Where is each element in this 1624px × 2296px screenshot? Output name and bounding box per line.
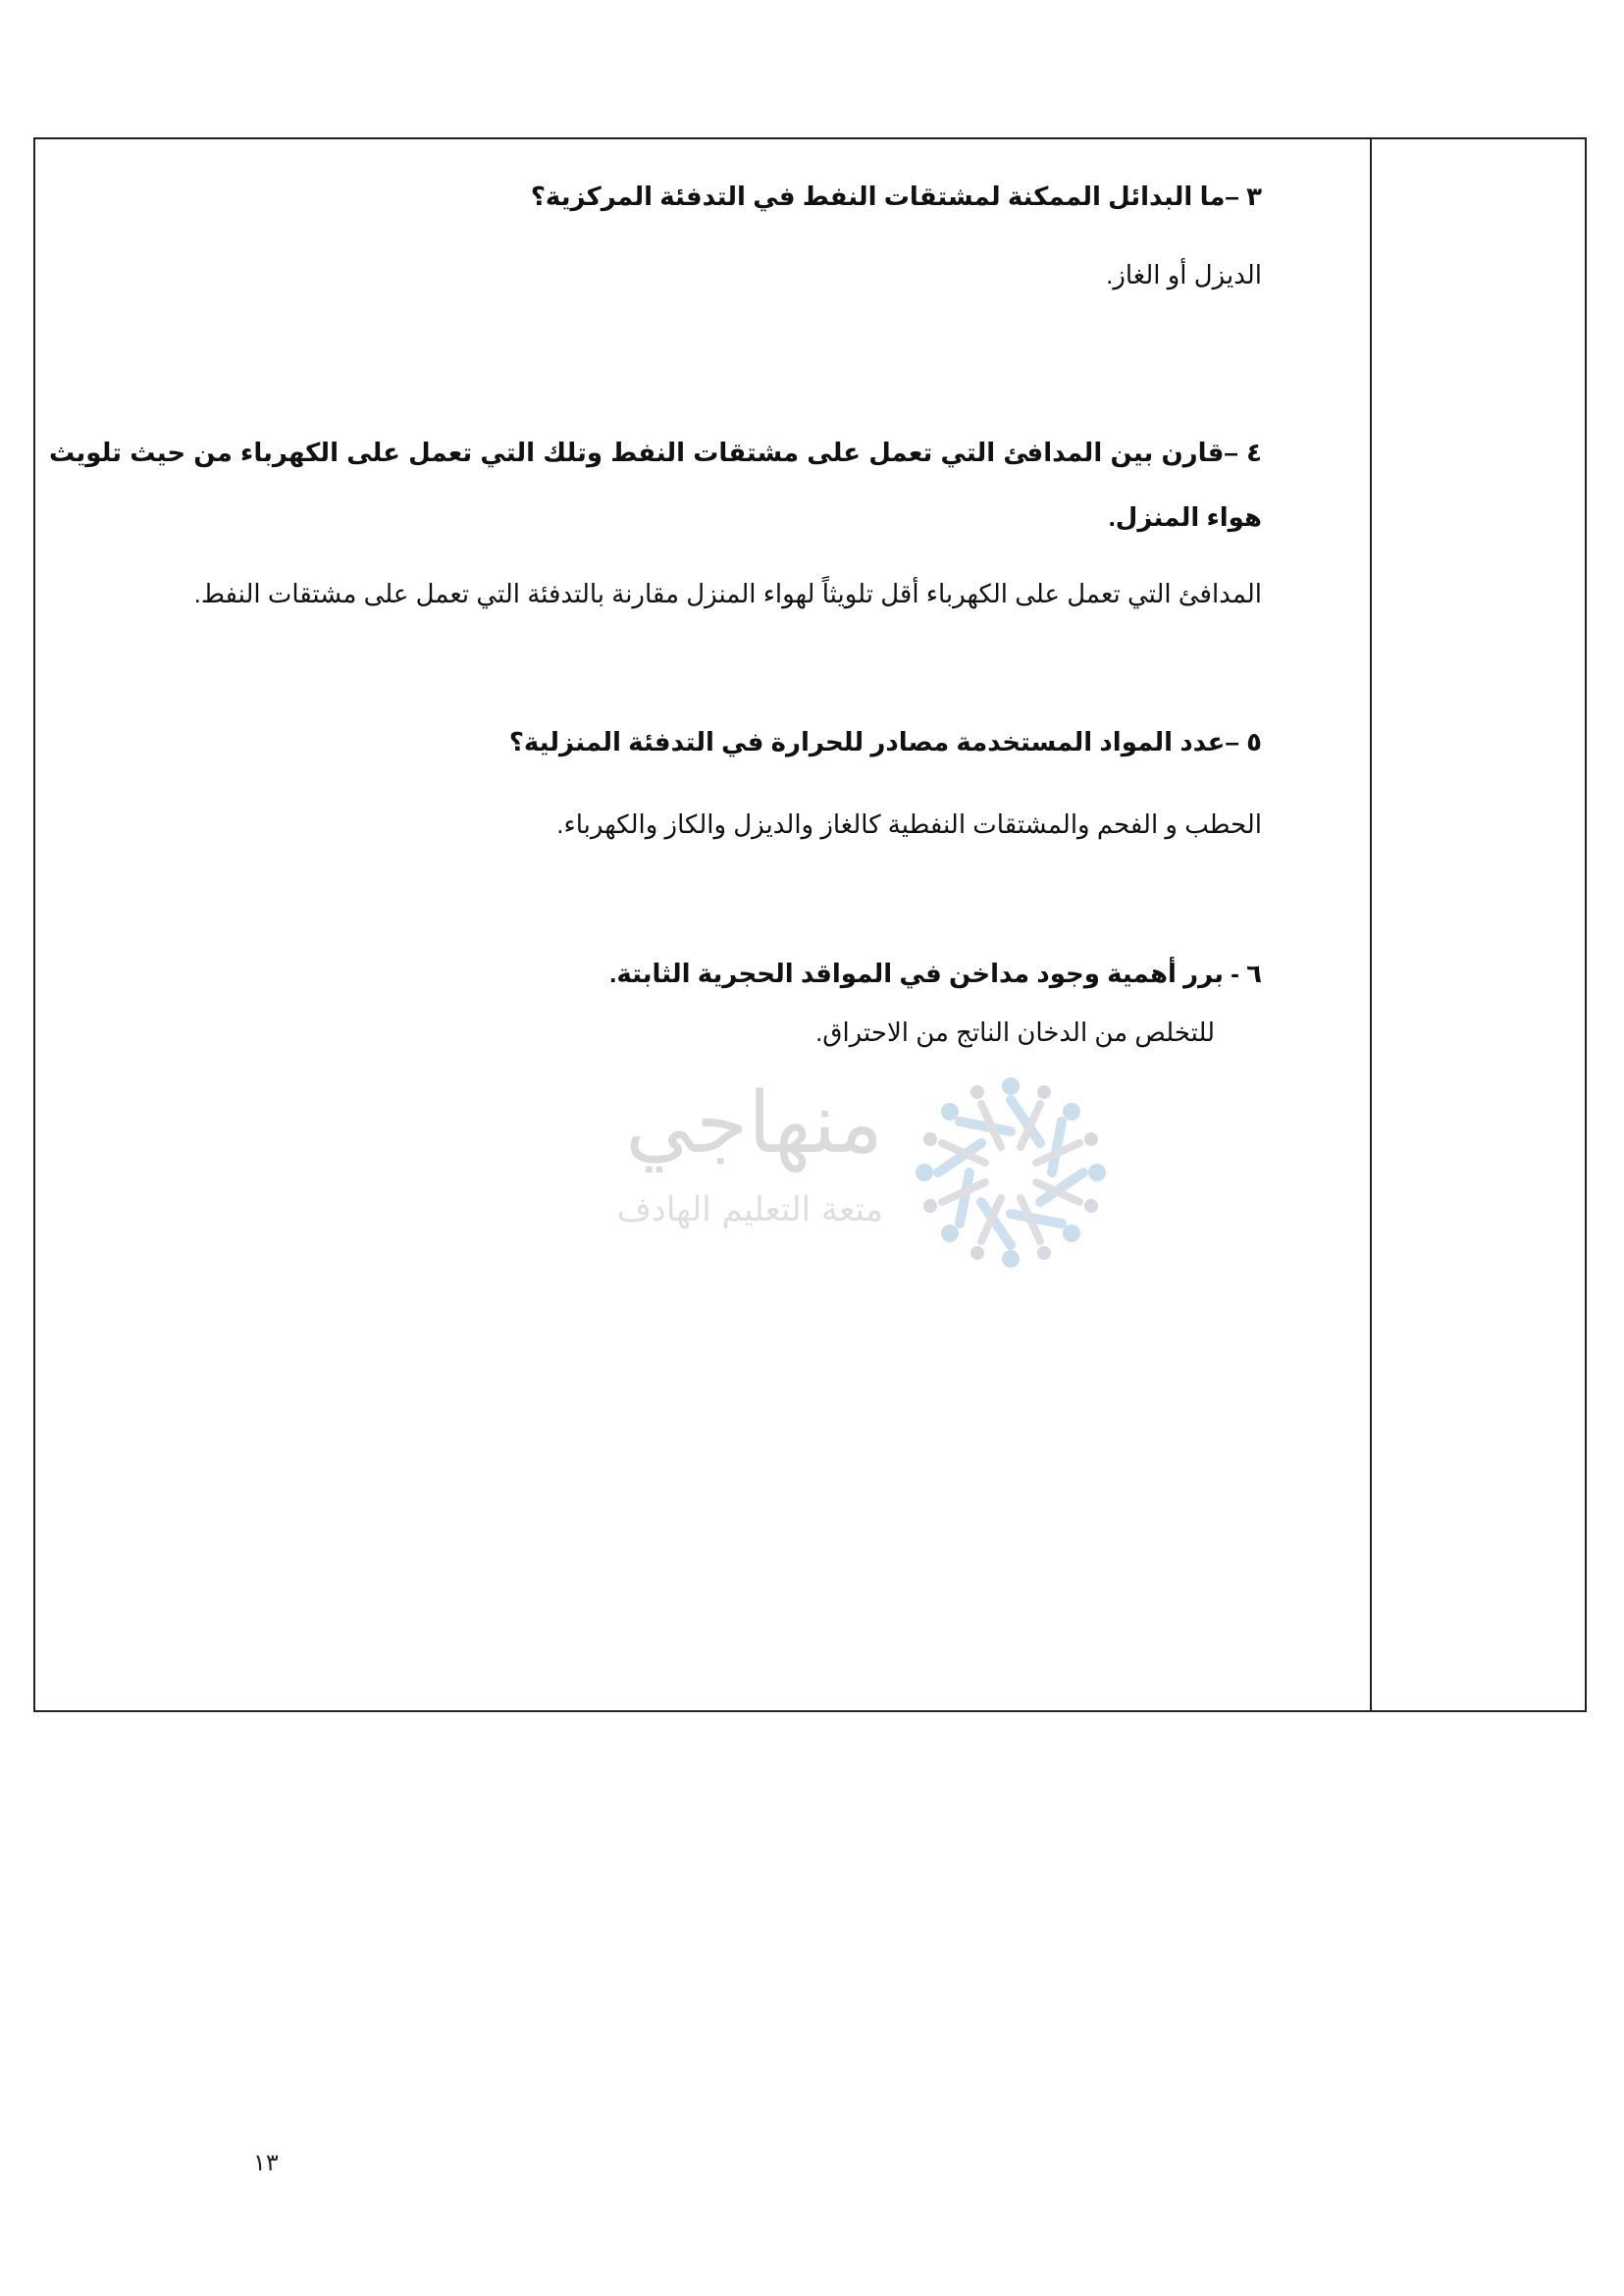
question-6: ٦ - برر أهمية وجود مداخن في المواقد الحجرية الثابتة.: [609, 959, 1262, 988]
question-4: ٤ –قارن بين المدافئ التي تعمل على مشتقات النفط وتلك التي تعمل على الكهرباء من حيث تلويث هواء المنزل.: [49, 438, 1262, 532]
answer-3: الديزل أو الغاز.: [1106, 260, 1262, 289]
answer-4: المدافئ التي تعمل على الكهرباء أقل تلويثاً لهواء المنزل مقارنة بالتدفئة التي تعمل على مشتقات النفط.: [193, 579, 1262, 608]
watermark-title: منهاجي: [625, 1074, 883, 1173]
worksheet-table: [33, 137, 1587, 1712]
question-5: ٥ –عدد المواد المستخدمة مصادر للحرارة في التدفئة المنزلية؟: [508, 727, 1262, 757]
table-column-divider: [1370, 137, 1372, 1712]
watermark-subtitle: متعة التعليم الهادف: [616, 1190, 883, 1229]
watermark: [510, 1065, 1119, 1280]
manhaji-logo-icon: [903, 1065, 1119, 1280]
answer-6: للتخلص من الدخان الناتج من الاحتراق.: [815, 1018, 1215, 1047]
question-3: ٣ –ما البدائل الممكنة لمشتقات النفط في التدفئة المركزية؟: [530, 182, 1262, 211]
answer-5: الحطب و الفحم والمشتقات النفطية كالغاز والديزل والكاز والكهرباء.: [556, 809, 1262, 839]
page-number: ١٣: [253, 2150, 279, 2176]
